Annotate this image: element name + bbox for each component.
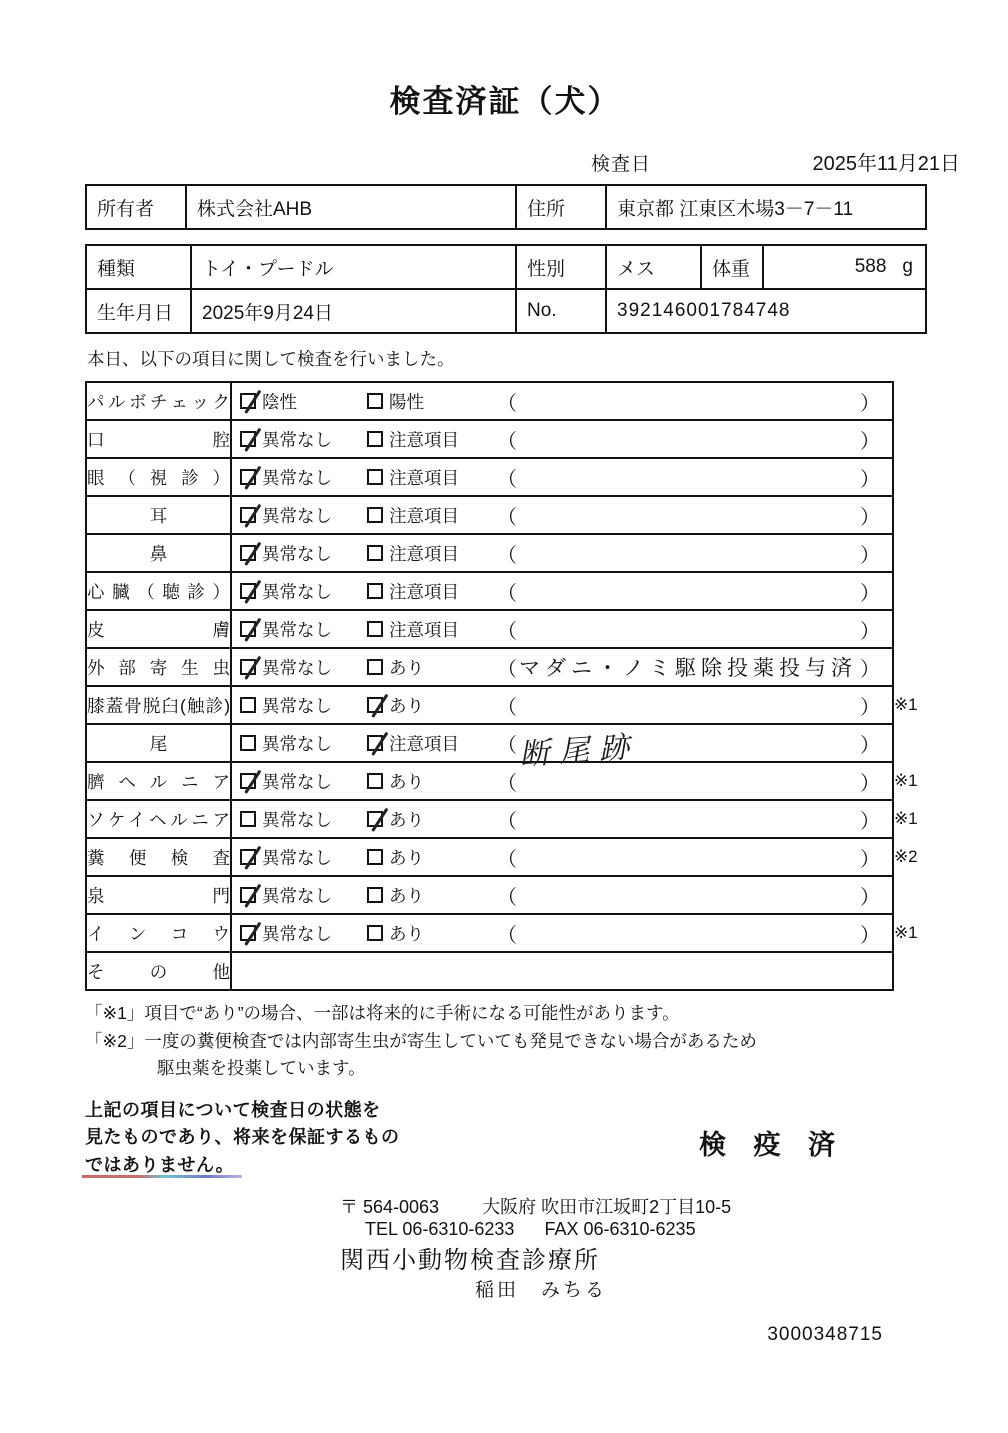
option-1-label: 異常なし: [262, 847, 333, 868]
checklist-options: [232, 383, 892, 419]
inspection-date-row: [85, 147, 960, 176]
checklist-item-cell: [86, 458, 231, 496]
note-paren-close: ）: [859, 772, 880, 795]
option-2-label: あり: [389, 885, 425, 906]
note-paren-close: ）: [859, 810, 880, 833]
address-label: 住所: [516, 185, 606, 229]
checkbox-icon: [367, 849, 383, 865]
note-paren-close: ）: [859, 392, 880, 415]
checklist-content-cell: [231, 838, 893, 876]
footnote-ref: [893, 496, 924, 534]
footnote-ref: [893, 420, 924, 458]
option-2-label: あり: [389, 923, 425, 944]
checkbox-icon: [240, 583, 256, 599]
footnote-2-continued: 駆虫薬を投薬しています。: [157, 1058, 366, 1078]
footnote-ref: [893, 534, 924, 572]
intro-text: 本日、以下の項目に関して検査を行いました。: [87, 349, 455, 369]
checkbox-icon: [367, 925, 383, 941]
checklist-item-cell: [86, 914, 231, 952]
checklist-table: [85, 381, 925, 991]
checkbox-icon: [240, 545, 256, 561]
birthdate-value: 2025年9月24日: [191, 289, 516, 333]
checkbox-icon: [367, 545, 383, 561]
checklist-options: [232, 915, 892, 951]
checklist-item-cell: [86, 382, 231, 420]
checkbox-icon: [240, 659, 256, 675]
option-2-label: 注意項目: [389, 581, 460, 602]
checklist-content-cell: [231, 724, 893, 773]
note-paren-open: （: [497, 810, 518, 833]
note-paren-close: ）: [859, 734, 880, 757]
checkbox-option-2: [367, 883, 497, 908]
checklist-content-cell: [231, 610, 893, 648]
owner-label: 所有者: [86, 185, 186, 229]
checklist-item-label: 臍ヘルニア: [87, 771, 231, 792]
option-1-label: 異常なし: [262, 543, 333, 564]
footnote-ref: [893, 382, 924, 420]
footnote-ref: [893, 572, 924, 610]
footnote-1: 「※1」項目で“あり”の場合、一部は将来的に手術になる可能性があります。: [85, 1003, 680, 1023]
option-2-label: あり: [389, 809, 425, 830]
checklist-item-label: 泉門: [87, 885, 231, 906]
checkbox-icon: [240, 849, 256, 865]
owner-value: 株式会社AHB: [186, 185, 516, 229]
pet-info-table: [85, 244, 927, 334]
clinic-fax: FAX 06-6310-6235: [544, 1218, 696, 1239]
footnote-ref: [893, 724, 924, 762]
clinic-contact-block: [85, 1193, 925, 1302]
checkbox-option-1: [240, 769, 367, 794]
checklist-item-cell: [86, 800, 231, 838]
checklist-content-cell: [231, 420, 893, 458]
pet-info-row-2: [86, 289, 926, 333]
checklist-options: [232, 839, 892, 875]
checklist-item-label: 糞便検査: [87, 847, 231, 868]
checkbox-icon: [240, 469, 256, 485]
checklist-row: [86, 610, 924, 648]
checkbox-icon: [367, 469, 383, 485]
option-1-label: 異常なし: [262, 505, 333, 526]
checkbox-icon: [367, 621, 383, 637]
checklist-item-cell: [86, 952, 231, 990]
footnote-ref: ※2: [893, 847, 918, 866]
checkbox-option-1: [240, 579, 367, 604]
inspection-date-value: 2025年11月21日: [812, 153, 960, 175]
owner-row: [86, 185, 926, 229]
option-1-label: 異常なし: [262, 467, 333, 488]
checkbox-option-2: [367, 769, 497, 794]
note-paren-open: （: [497, 430, 518, 453]
checklist-row: [86, 952, 924, 990]
inspection-date-label: 検査日: [591, 154, 652, 175]
checklist-row: [86, 496, 924, 534]
checklist-item-label: 鼻: [149, 543, 168, 564]
option-2-label: 陽性: [389, 391, 425, 412]
checklist-row: [86, 648, 924, 686]
examiner-name: 稲田 みちる: [475, 1279, 608, 1301]
checkbox-icon: [367, 659, 383, 675]
option-1-label: 異常なし: [262, 885, 333, 906]
checklist-item-cell: [86, 534, 231, 572]
checklist-content-cell: [231, 800, 893, 838]
checklist-item-label: 皮膚: [87, 619, 231, 640]
sex-value: メス: [606, 245, 701, 289]
checkbox-option-2: [367, 465, 497, 490]
pet-info-row-1: [86, 245, 926, 289]
option-2-label: 注意項目: [389, 429, 460, 450]
weight-value: 588: [854, 256, 887, 277]
checklist-content-cell: [231, 572, 893, 610]
checkbox-option-1: [240, 693, 367, 718]
option-1-label: 異常なし: [262, 429, 333, 450]
checklist-row: [86, 572, 924, 610]
checkbox-option-1: [240, 617, 367, 642]
weight-unit: g: [902, 256, 913, 277]
note-paren-close: ）: [859, 658, 880, 681]
option-2-label: 注意項目: [389, 543, 460, 564]
clinic-address: 大阪府 吹田市江坂町2丁目10-5: [482, 1196, 732, 1217]
checkbox-option-1: [240, 655, 367, 680]
note-paren-open: （: [497, 848, 518, 871]
checkbox-icon: [240, 697, 256, 713]
number-value: 392146001784748: [606, 289, 926, 333]
footnote-ref: ※1: [893, 809, 918, 828]
checkbox-icon: [240, 431, 256, 447]
checklist-options: [232, 649, 892, 685]
checklist-item-cell: [86, 838, 231, 876]
checklist-options: [232, 611, 892, 647]
checkbox-icon: [367, 773, 383, 789]
option-2-label: あり: [389, 695, 425, 716]
disclaimer-line-2: 見たものであり、将来を保証するもの: [85, 1127, 400, 1148]
birthdate-label: 生年月日: [86, 289, 191, 333]
checklist-content-cell: [231, 876, 893, 914]
clinic-tel: TEL 06-6310-6233: [365, 1218, 515, 1239]
option-2-label: あり: [389, 771, 425, 792]
checkbox-icon: [367, 735, 383, 751]
note-paren-close: ）: [859, 848, 880, 871]
note-paren-close: ）: [859, 544, 880, 567]
checklist-item-cell: [86, 876, 231, 914]
disclaimer-line-3: ではありません。: [85, 1152, 234, 1180]
option-2-label: あり: [389, 847, 425, 868]
checkbox-icon: [240, 621, 256, 637]
note-paren-close: ）: [859, 582, 880, 605]
checklist-item-label: ソケイヘルニア: [87, 809, 231, 830]
checklist-item-cell: [86, 648, 231, 686]
page-title: 検査済証（犬）: [389, 84, 621, 119]
option-1-label: 異常なし: [262, 733, 333, 754]
checkbox-option-2: [367, 807, 497, 832]
checkbox-option-1: [240, 921, 367, 946]
checklist-options: [232, 953, 892, 989]
note-paren-open: （: [497, 696, 518, 719]
clinic-name: 関西小動物検査診療所: [340, 1246, 600, 1274]
footnote-ref: ※1: [893, 771, 918, 790]
footnote-ref: ※1: [893, 923, 918, 942]
breed-value: トイ・プードル: [191, 245, 516, 289]
note-field: 断尾跡: [518, 729, 641, 773]
weight-cell: [763, 245, 926, 289]
checkbox-option-1: [240, 503, 367, 528]
note-paren-open: （: [497, 886, 518, 909]
checkbox-icon: [367, 697, 383, 713]
option-1-label: 異常なし: [262, 771, 333, 792]
checkbox-option-2: [367, 845, 497, 870]
checklist-row: [86, 914, 924, 952]
note-paren-open: （: [497, 772, 518, 795]
checkbox-option-2: [367, 921, 497, 946]
note-paren-open: （: [497, 468, 518, 491]
note-paren-open: （: [497, 544, 518, 567]
option-2-label: 注意項目: [389, 619, 460, 640]
checklist-row: [86, 724, 924, 762]
footnote-ref: [893, 458, 924, 496]
checklist-item-label: パルボチェック: [87, 391, 231, 412]
checklist-content-cell: [231, 382, 893, 420]
note-paren-open: （: [497, 658, 518, 681]
weight-label: 体重: [701, 245, 763, 289]
option-2-label: あり: [389, 657, 425, 678]
checklist-item-label: 心臓（聴診）: [87, 581, 231, 602]
checklist-row: [86, 534, 924, 572]
note-paren-open: （: [497, 506, 518, 529]
clinic-phone-line: [340, 1219, 925, 1240]
checkbox-option-2: [367, 503, 497, 528]
breed-label: 種類: [86, 245, 191, 289]
checklist-item-label: 外部寄生虫: [87, 657, 231, 678]
checklist-item-cell: [86, 496, 231, 534]
checklist-content-cell: [231, 458, 893, 496]
checklist-content-cell: [231, 648, 893, 686]
checkbox-option-2: [367, 693, 497, 718]
postal-code: 〒 564-0063: [340, 1196, 440, 1217]
checklist-item-cell: [86, 762, 231, 800]
checklist-item-label: その他: [87, 961, 231, 982]
checkbox-icon: [240, 925, 256, 941]
number-label: No.: [516, 289, 606, 333]
checklist-options: [232, 801, 892, 837]
note-paren-close: ）: [859, 924, 880, 947]
checklist-item-cell: [86, 610, 231, 648]
checklist-row: [86, 762, 924, 800]
checklist-content-cell: [231, 534, 893, 572]
note-field: マダニ・ノミ駆除投薬投与済: [519, 657, 858, 680]
checkbox-icon: [240, 393, 256, 409]
checklist-row: [86, 382, 924, 420]
note-paren-close: ）: [859, 468, 880, 491]
checkbox-option-1: [240, 845, 367, 870]
checklist-content-cell: [231, 914, 893, 952]
checkbox-icon: [367, 393, 383, 409]
checklist-item-cell: [86, 420, 231, 458]
checkbox-icon: [367, 811, 383, 827]
checkbox-icon: [367, 431, 383, 447]
checkbox-option-1: [240, 427, 367, 452]
disclaimer-line-1: 上記の項目について検査日の状態を: [85, 1099, 381, 1120]
note-paren-close: ）: [859, 506, 880, 529]
note-paren-open: （: [497, 620, 518, 643]
option-1-label: 異常なし: [262, 923, 333, 944]
footnote-ref: [893, 952, 924, 990]
option-1-label: 異常なし: [262, 581, 333, 602]
clinic-address-line: [340, 1193, 925, 1219]
checklist-row: [86, 800, 924, 838]
option-2-label: 注意項目: [389, 733, 460, 754]
checkbox-option-1: [240, 389, 367, 414]
checkbox-option-2: [367, 541, 497, 566]
note-paren-open: （: [497, 582, 518, 605]
checkbox-icon: [240, 773, 256, 789]
footer-area: [85, 1097, 925, 1193]
checklist-item-cell: [86, 686, 231, 724]
option-1-label: 異常なし: [262, 657, 333, 678]
document-number: 3000348715: [767, 1323, 883, 1345]
checklist-options: [232, 877, 892, 913]
checklist-options: [232, 573, 892, 609]
footnote-ref: [893, 876, 924, 914]
checkbox-option-1: [240, 807, 367, 832]
note-paren-close: ）: [859, 620, 880, 643]
checklist-item-label: 尾: [149, 733, 168, 754]
checklist-options: [232, 497, 892, 533]
address-value: 東京都 江東区木場3－7－11: [606, 185, 926, 229]
checkbox-icon: [367, 507, 383, 523]
checklist-content-cell: [231, 952, 893, 990]
checklist-item-label: 眼（視診）: [87, 467, 231, 488]
note-paren-open: （: [497, 924, 518, 947]
checkbox-option-2: [367, 655, 497, 680]
checkbox-icon: [240, 735, 256, 751]
note-paren-close: ）: [859, 430, 880, 453]
note-paren-open: （: [497, 392, 518, 415]
checklist-row: [86, 876, 924, 914]
certificate-document: [85, 0, 960, 1346]
checklist-item-cell: [86, 724, 231, 762]
checklist-options: [232, 421, 892, 457]
footnote-2: 「※2」一度の糞便検査では内部寄生虫が寄生していても発見できない場合があるため: [85, 1030, 757, 1051]
checkbox-option-2: [367, 389, 497, 414]
checklist-item-label: インコウ: [87, 923, 231, 944]
checkbox-icon: [240, 507, 256, 523]
checkbox-option-2: [367, 579, 497, 604]
checkbox-option-2: [367, 731, 497, 756]
checkbox-icon: [367, 583, 383, 599]
footnote-ref: [893, 610, 924, 648]
quarantine-passed-stamp: 検 疫 済: [698, 1129, 845, 1160]
option-2-label: 注意項目: [389, 505, 460, 526]
checklist-item-label: 膝蓋骨脱臼(触診): [87, 695, 231, 716]
checklist-options: [232, 459, 892, 495]
footnote-ref: [893, 648, 924, 686]
checkbox-icon: [367, 887, 383, 903]
option-1-label: 異常なし: [262, 809, 333, 830]
checkbox-option-1: [240, 883, 367, 908]
option-1-label: 異常なし: [262, 619, 333, 640]
checklist-row: [86, 838, 924, 876]
note-paren-close: ）: [859, 886, 880, 909]
option-1-label: 陰性: [262, 391, 298, 412]
footnotes: [85, 1001, 925, 1081]
checkbox-option-1: [240, 731, 367, 756]
note-paren-close: ）: [859, 696, 880, 719]
option-2-label: 注意項目: [389, 467, 460, 488]
checkbox-option-1: [240, 541, 367, 566]
note-paren-open: （: [497, 734, 518, 757]
sex-label: 性別: [516, 245, 606, 289]
checkbox-option-2: [367, 617, 497, 642]
owner-table: [85, 184, 927, 230]
checklist-content-cell: [231, 496, 893, 534]
checkbox-icon: [240, 887, 256, 903]
checklist-row: [86, 420, 924, 458]
checklist-options: [232, 535, 892, 571]
checklist-options: [232, 725, 892, 773]
checkbox-option-1: [240, 465, 367, 490]
checklist-row: [86, 458, 924, 496]
checklist-item-cell: [86, 572, 231, 610]
checkbox-option-2: [367, 427, 497, 452]
checklist-item-label: 耳: [149, 505, 168, 526]
option-1-label: 異常なし: [262, 695, 333, 716]
footnote-ref: ※1: [893, 695, 918, 714]
checkbox-icon: [240, 811, 256, 827]
checklist-item-label: 口腔: [87, 429, 231, 450]
